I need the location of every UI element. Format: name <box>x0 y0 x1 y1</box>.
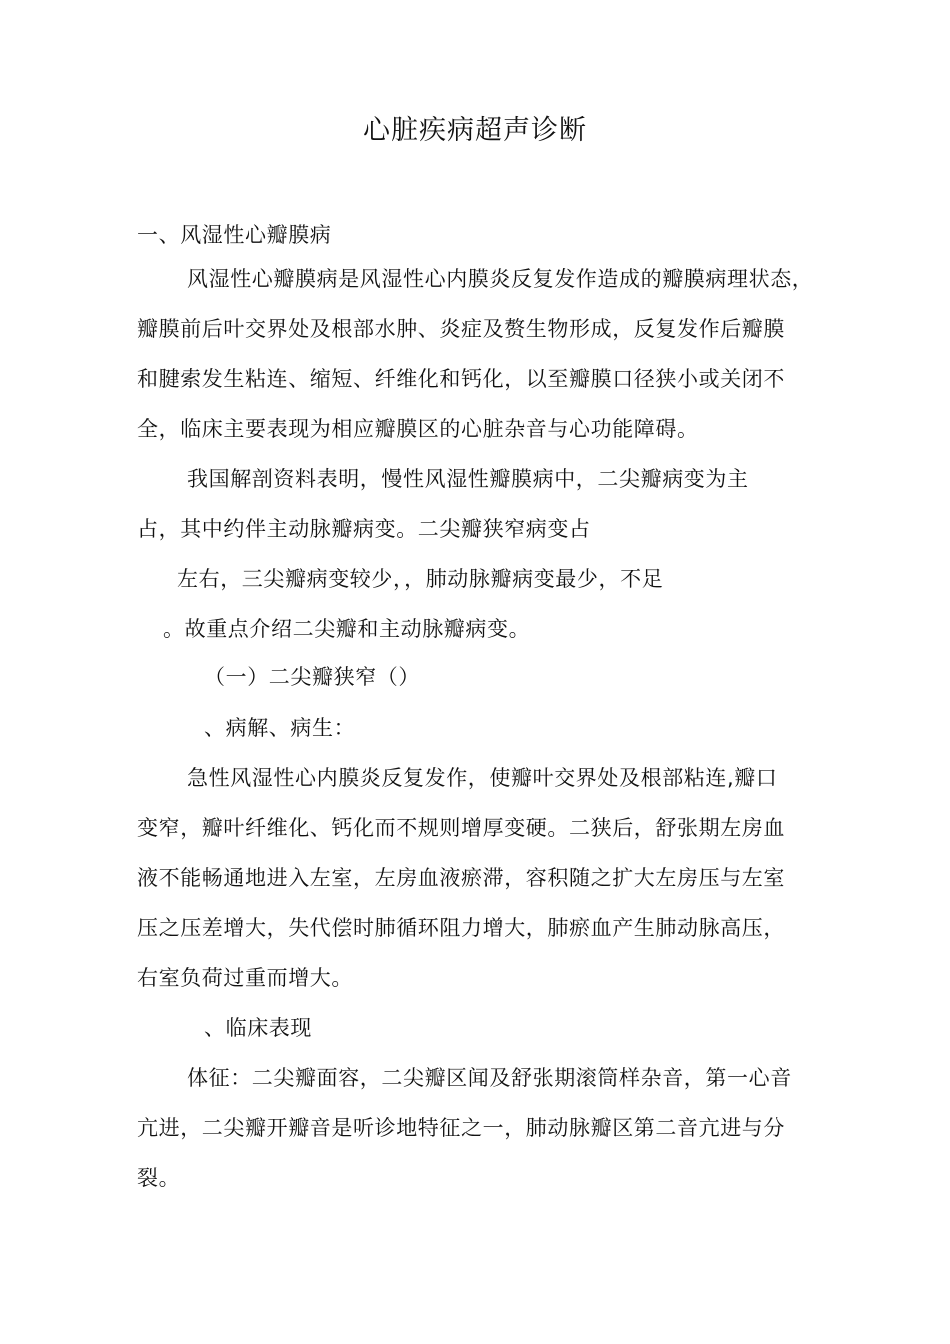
paragraph-3-line-1: 急性风湿性心内膜炎反复发作，使瓣叶交界处及根部粘连,瓣口 <box>187 766 778 790</box>
paragraph-1-line-4: 全，临床主要表现为相应瓣膜区的心脏杂音与心功能障碍。 <box>137 417 699 441</box>
paragraph-1-line-2: 瓣膜前后叶交界处及根部水肿、炎症及赘生物形成，反复发作后瓣膜 <box>137 317 785 341</box>
document-title: 心脏疾病超声诊断 <box>363 115 587 146</box>
paragraph-3-line-3: 液不能畅通地进入左室，左房血液瘀滞，容积随之扩大左房压与左室 <box>137 866 785 890</box>
item-heading-clinical-manifestations: 、临床表现 <box>204 1016 312 1040</box>
paragraph-2-line-2: 占，其中约伴主动脉瓣病变。二尖瓣狭窄病变占 <box>137 517 591 541</box>
paragraph-2-line-1: 我国解剖资料表明，慢性风湿性瓣膜病中，二尖瓣病变为主 <box>187 467 749 491</box>
paragraph-4-line-1: 体征：二尖瓣面容，二尖瓣区闻及舒张期滚筒样杂音，第一心音 <box>187 1066 792 1090</box>
paragraph-1-line-3: 和腱索发生粘连、缩短、纤维化和钙化，以至瓣膜口径狭小或关闭不 <box>137 367 785 391</box>
paragraph-3-line-5: 右室负荷过重而增大。 <box>137 966 353 990</box>
section-heading-rheumatic-valve-disease: 一、风湿性心瓣膜病 <box>137 223 332 247</box>
paragraph-4-line-3: 裂。 <box>137 1166 181 1190</box>
paragraph-3-line-4: 压之压差增大，失代偿时肺循环阻力增大，肺瘀血产生肺动脉高压， <box>137 916 785 940</box>
item-heading-pathology: 、病解、病生： <box>204 716 356 740</box>
paragraph-4-line-2: 亢进，二尖瓣开瓣音是听诊地特征之一，肺动脉瓣区第二音亢进与分 <box>137 1116 785 1140</box>
subsection-heading-mitral-stenosis: （一）二尖瓣狭窄（） <box>204 665 420 689</box>
paragraph-3-line-2: 变窄，瓣叶纤维化、钙化而不规则增厚变硬。二狭后，舒张期左房血 <box>137 816 785 840</box>
paragraph-2-line-3: 左右，三尖瓣病变较少，，肺动脉瓣病变最少，不足 <box>177 567 664 591</box>
paragraph-2-line-4: 。故重点介绍二尖瓣和主动脉瓣病变。 <box>163 617 531 641</box>
paragraph-1-line-1: 风湿性心瓣膜病是风湿性心内膜炎反复发作造成的瓣膜病理状态， <box>187 267 814 291</box>
